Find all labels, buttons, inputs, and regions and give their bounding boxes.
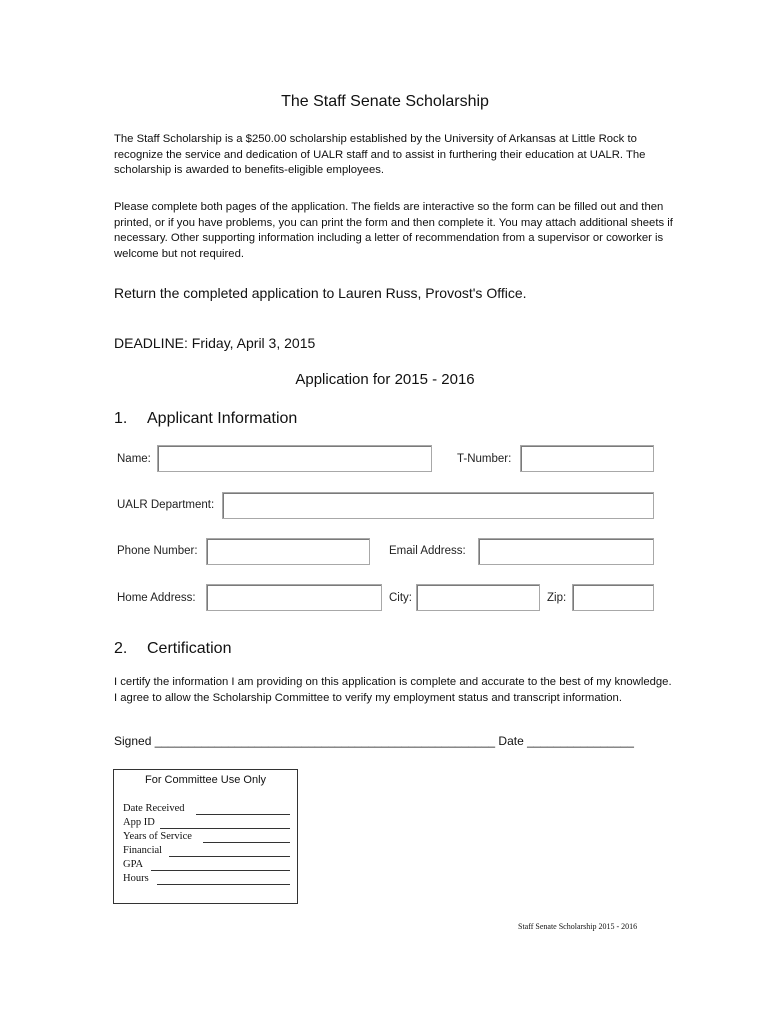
zip-field[interactable] — [572, 584, 654, 611]
zip-label: Zip: — [547, 592, 567, 604]
section-number: 1. — [114, 410, 128, 427]
document-title: The Staff Senate Scholarship — [281, 93, 489, 110]
tnumber-label: T-Number: — [457, 453, 512, 465]
committee-row-years-of-service: Years of Service — [123, 831, 192, 842]
committee-heading: For Committee Use Only — [144, 774, 267, 786]
committee-line — [160, 828, 290, 829]
name-field[interactable] — [157, 445, 432, 472]
committee-use-box — [113, 769, 298, 904]
committee-row-gpa: GPA — [123, 859, 144, 870]
email-label: Email Address: — [389, 545, 466, 557]
page-footer: Staff Senate Scholarship 2015 - 2016 — [518, 922, 638, 931]
tnumber-field[interactable] — [520, 445, 654, 472]
deadline-text: DEADLINE: Friday, April 3, 2015 — [114, 335, 316, 351]
committee-row-hours: Hours — [123, 873, 149, 884]
home-address-label: Home Address: — [117, 592, 196, 604]
section-title: Applicant Information — [147, 410, 298, 427]
email-field[interactable] — [478, 538, 654, 565]
section-applicant-information-heading — [114, 410, 297, 428]
committee-line — [157, 884, 290, 885]
signature-date-line: Signed ___________________________________________________ Date ________________ — [114, 734, 634, 748]
department-label: UALR Department: — [117, 499, 215, 511]
name-label: Name: — [117, 453, 151, 465]
committee-row-app-id: App ID — [123, 817, 155, 828]
department-field[interactable] — [222, 492, 654, 519]
section-number: 2. — [114, 640, 128, 657]
city-field[interactable] — [416, 584, 540, 611]
committee-row-date-received: Date Received — [123, 803, 185, 814]
instructions-paragraph: Please complete both pages of the application. The fields are interactive so the form can be filled out and then printed, or if you have problems, you can print the form and then complete it. You may attach additional sheets if necessary. Other supporting information including a letter of recommendation from a supervisor or coworker is welcome but not required. — [114, 201, 673, 260]
section-certification-heading — [114, 640, 231, 658]
return-instructions: Return the completed application to Lauren Russ, Provost's Office. — [114, 285, 527, 301]
committee-line — [151, 870, 290, 871]
home-address-field[interactable] — [206, 584, 382, 611]
certification-paragraph: I certify the information I am providing on this application is complete and accurate to the best of my knowledge. I agree to allow the Scholarship Committee to verify my employment status and transcript information. — [114, 676, 672, 704]
section-title: Certification — [147, 640, 232, 657]
application-title: Application for 2015 - 2016 — [295, 371, 475, 388]
committee-line — [169, 856, 290, 857]
committee-line — [196, 814, 290, 815]
committee-line — [203, 842, 290, 843]
city-label: City: — [389, 592, 412, 604]
phone-field[interactable] — [206, 538, 370, 565]
committee-row-financial: Financial — [123, 845, 163, 856]
intro-paragraph: The Staff Scholarship is a $250.00 scholarship established by the University of Arkansas at Little Rock to recognize the service and dedication of UALR staff and to assist in furthering their education at UALR. The scholarship is awarded to benefits-eligible employees. — [114, 133, 646, 176]
phone-label: Phone Number: — [117, 545, 198, 557]
